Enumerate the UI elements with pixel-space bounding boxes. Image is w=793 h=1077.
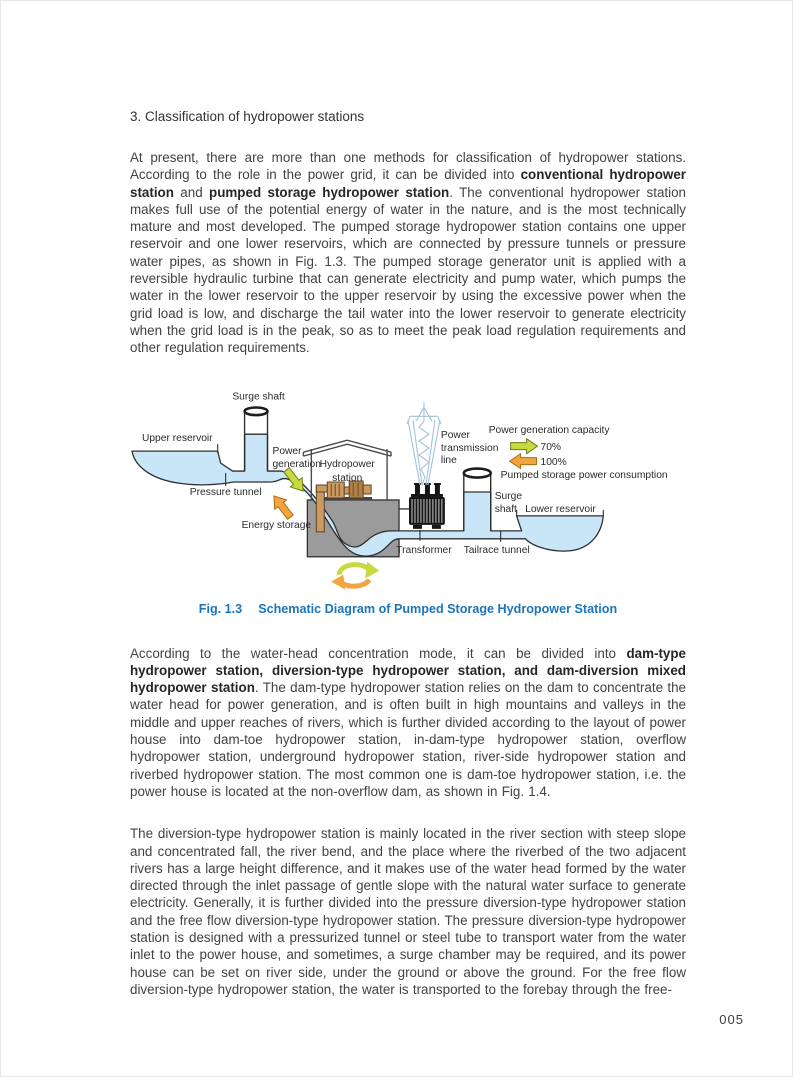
p1-bold-conventional: conventional hydropower station [130,167,686,200]
paragraph-2 [130,645,686,801]
figure-1-3 [130,389,686,618]
p2-bold-types: dam-type hydropower station, diversion-type hydropower station, and dam-diversion mixed hydropower station [130,645,686,696]
cycle-arrows [331,561,379,589]
p2-text: According to the water-head concentration mode, it can be divided into [130,645,627,661]
power-transmission-label-1: Power [440,429,470,441]
p1-text: . The conventional hydropower station makes full use of the potential energy of water in the nature, and is the most technically mature and most developed. The pumped storage hydropower station contains one upper reservoir and one lower reservoirs, which are connected by pressure tunnels or pressure water pipes, as shown in Fig. 1.3. The pumped storage generator unit is applied with a reversible hydraulic turbine that can generate electricity and pump water, which pumps the water in the lower reservoir to the upper reservoir by using the excessive power when the grid load is low, and discharge the tail water into the lower reservoir to generate electricity when the grid load is in the peak, so as to meet the peak load regulation requirements and other regulation requirements. [130,184,686,356]
transformer-unit [399,483,445,529]
legend-green-arrow [511,438,538,453]
transmission-tower [407,402,441,485]
paragraph-1 [130,149,686,357]
pumped-storage-diagram [130,389,688,594]
transformer-skid [413,524,422,528]
legend-70-label: 70% [540,441,562,453]
tailrace-tunnel-label: Tailrace tunnel [463,544,530,556]
hydropower-station-label-2: station [332,472,363,484]
surge-shaft-right-rim [464,468,491,477]
power-transmission-label-2: transmission [440,442,499,454]
surge-shaft-left-label: Surge shaft [232,390,285,402]
legend-100-label: 100% [540,456,567,468]
figure-caption-title: Schematic Diagram of Pumped Storage Hydropower Station [258,601,618,616]
diagram-legend [489,425,668,481]
legend-orange-arrow [510,453,537,468]
energy-storage-label: Energy storage [241,519,312,531]
p3-text: The diversion-type hydropower station is mainly located in the river section with steep slope and concentrated fall, the river bend, and the place where the riverbed of the two adjacent rivers has a large height difference, and it makes use of the water head formed by the water directed through the inlet passage of gentle slope with the natural water surface to generate electricity. Generally, it is further divided into the pressure diversion-type hydropower station and the free flow diversion-type hydropower station. The pressure diversion-type hydropower station is designed with a pressurized tunnel or steel tube to transport water from the water inlet to the power house, and sometimes, a surge chamber may be required, and its power house can be set on river side, under the ground or above the ground. For the free flow diversion-type hydropower station, the water is transported to the forebay through the free- [130,826,686,997]
bushing [425,484,430,494]
lower-reservoir-label: Lower reservoir [525,503,596,515]
pressure-tunnel-label: Pressure tunnel [189,486,262,498]
power-generation-label-1: Power [272,445,302,457]
power-transmission-label-3: line [440,454,457,466]
cycle-arrow-green-head [365,561,379,578]
transformer-skid [432,524,441,528]
energy-storage-arrow [268,491,296,521]
surge-shaft-right-label-1: Surge [494,490,523,502]
cycle-arrow-orange-head [331,574,345,589]
surge-shaft-left-rim [245,407,268,415]
figure-caption-label: Fig. 1.3 [198,601,243,616]
turbine-shaft [344,487,349,494]
power-generation-label-2: generation [272,458,321,470]
legend-title: Power generation capacity [488,424,610,436]
p1-text: and [173,184,210,200]
hydropower-station-label-1: Hydropower [319,458,375,470]
transformer-label: Transformer [396,544,452,556]
figure-caption [130,601,686,618]
generator-cap [363,485,371,494]
bushing [435,484,440,494]
page-number: 005 [719,1012,744,1027]
bushing [415,484,420,494]
paragraph-3 [130,825,686,998]
page-content [130,108,686,998]
powerhouse-roof [303,440,391,456]
section-heading: 3. Classification of hydropower stations [130,109,365,124]
p2-text: . The dam-type hydropower station relies on the dam to concentrate the water head for power generation, and is often built in high mountains and valleys in the middle and upper reaches of rivers, which is further divided according to the layout of power house into dam-toe hydropower station, in-dam-type hydropower station, overflow hydropower station, underground hydropower station, river-side hydropower station and riverbed hydropower station. The most common one is dam-toe hydropower station, i.e. the power house is located at the non-overflow dam, as shown in Fig. 1.4. [130,680,686,799]
p1-text: At present, there are more than one methods for classification of hydropower stations. According to the role in the power grid, it can be divided into [130,150,686,183]
upper-reservoir-label: Upper reservoir [141,432,213,444]
legend-bottom-label: Pumped storage power consumption [500,469,668,481]
surge-shaft-right-label-2: shaft [494,503,517,515]
p1-bold-pumped-storage: pumped storage hydropower station [209,184,450,200]
